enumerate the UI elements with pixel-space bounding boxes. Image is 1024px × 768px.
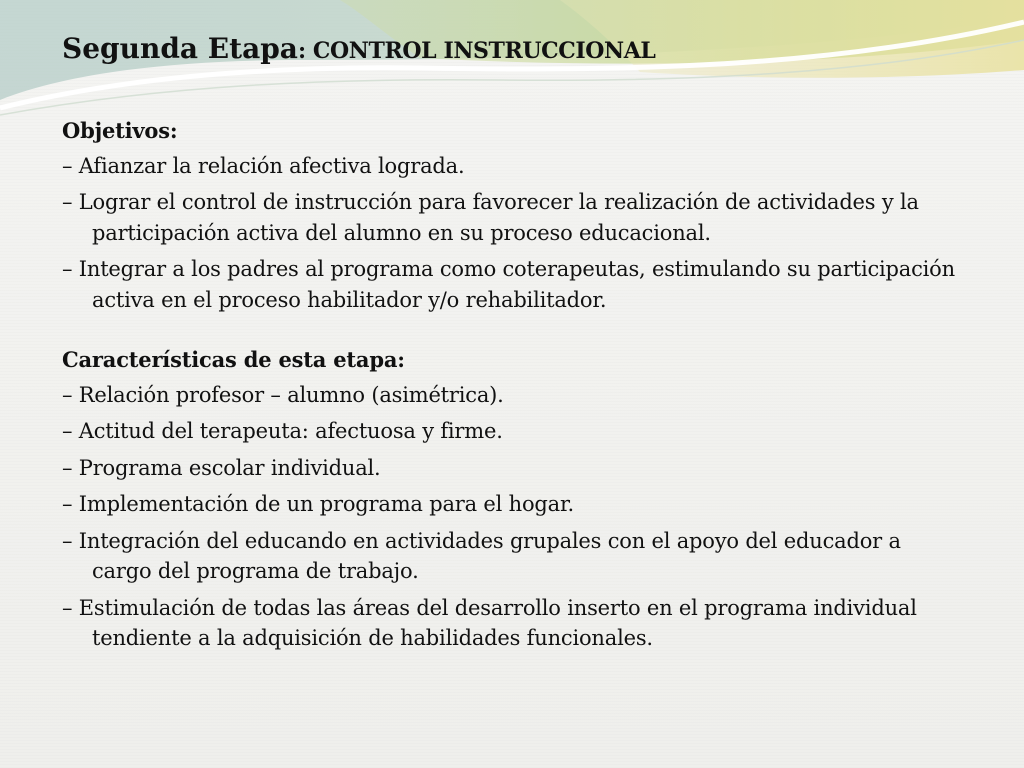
- characteristics-heading: Características de esta etapa:: [62, 347, 405, 372]
- characteristic-item-3: – Programa escolar individual.: [62, 455, 381, 480]
- objectives-heading: Objetivos:: [62, 118, 178, 143]
- slide-content: [62, 116, 962, 660]
- slide-title-sub: : CONTROL INSTRUCCIONAL: [297, 38, 656, 64]
- section-spacer: [62, 321, 962, 345]
- objective-item-3: – Integrar a los padres al programa como coterapeutas, estimulando su participación activa en el proceso habilitador y/o rehabilitador.: [62, 257, 955, 312]
- characteristic-item-2: – Actitud del terapeuta: afectuosa y firme.: [62, 419, 503, 443]
- objective-item-1: – Afianzar la relación afectiva lograda.: [62, 153, 465, 178]
- characteristic-item-5: – Integración del educando en actividades grupales con el apoyo del educador a cargo del programa de trabajo.: [62, 528, 901, 583]
- characteristic-item-4: – Implementación de un programa para el hogar.: [62, 492, 574, 516]
- characteristic-item-6: – Estimulación de todas las áreas del desarrollo inserto en el programa individual tendiente a la adquisición de habilidades funcionales.: [62, 595, 917, 650]
- slide-title: [62, 28, 656, 66]
- characteristic-item-1: – Relación profesor – alumno (asimétrica).: [62, 382, 504, 407]
- objective-item-2: – Lograr el control de instrucción para favorecer la realización de actividades y la participación activa del alumno en su proceso educacional.: [62, 190, 919, 245]
- slide-title-main: Segunda Etapa: [62, 32, 298, 65]
